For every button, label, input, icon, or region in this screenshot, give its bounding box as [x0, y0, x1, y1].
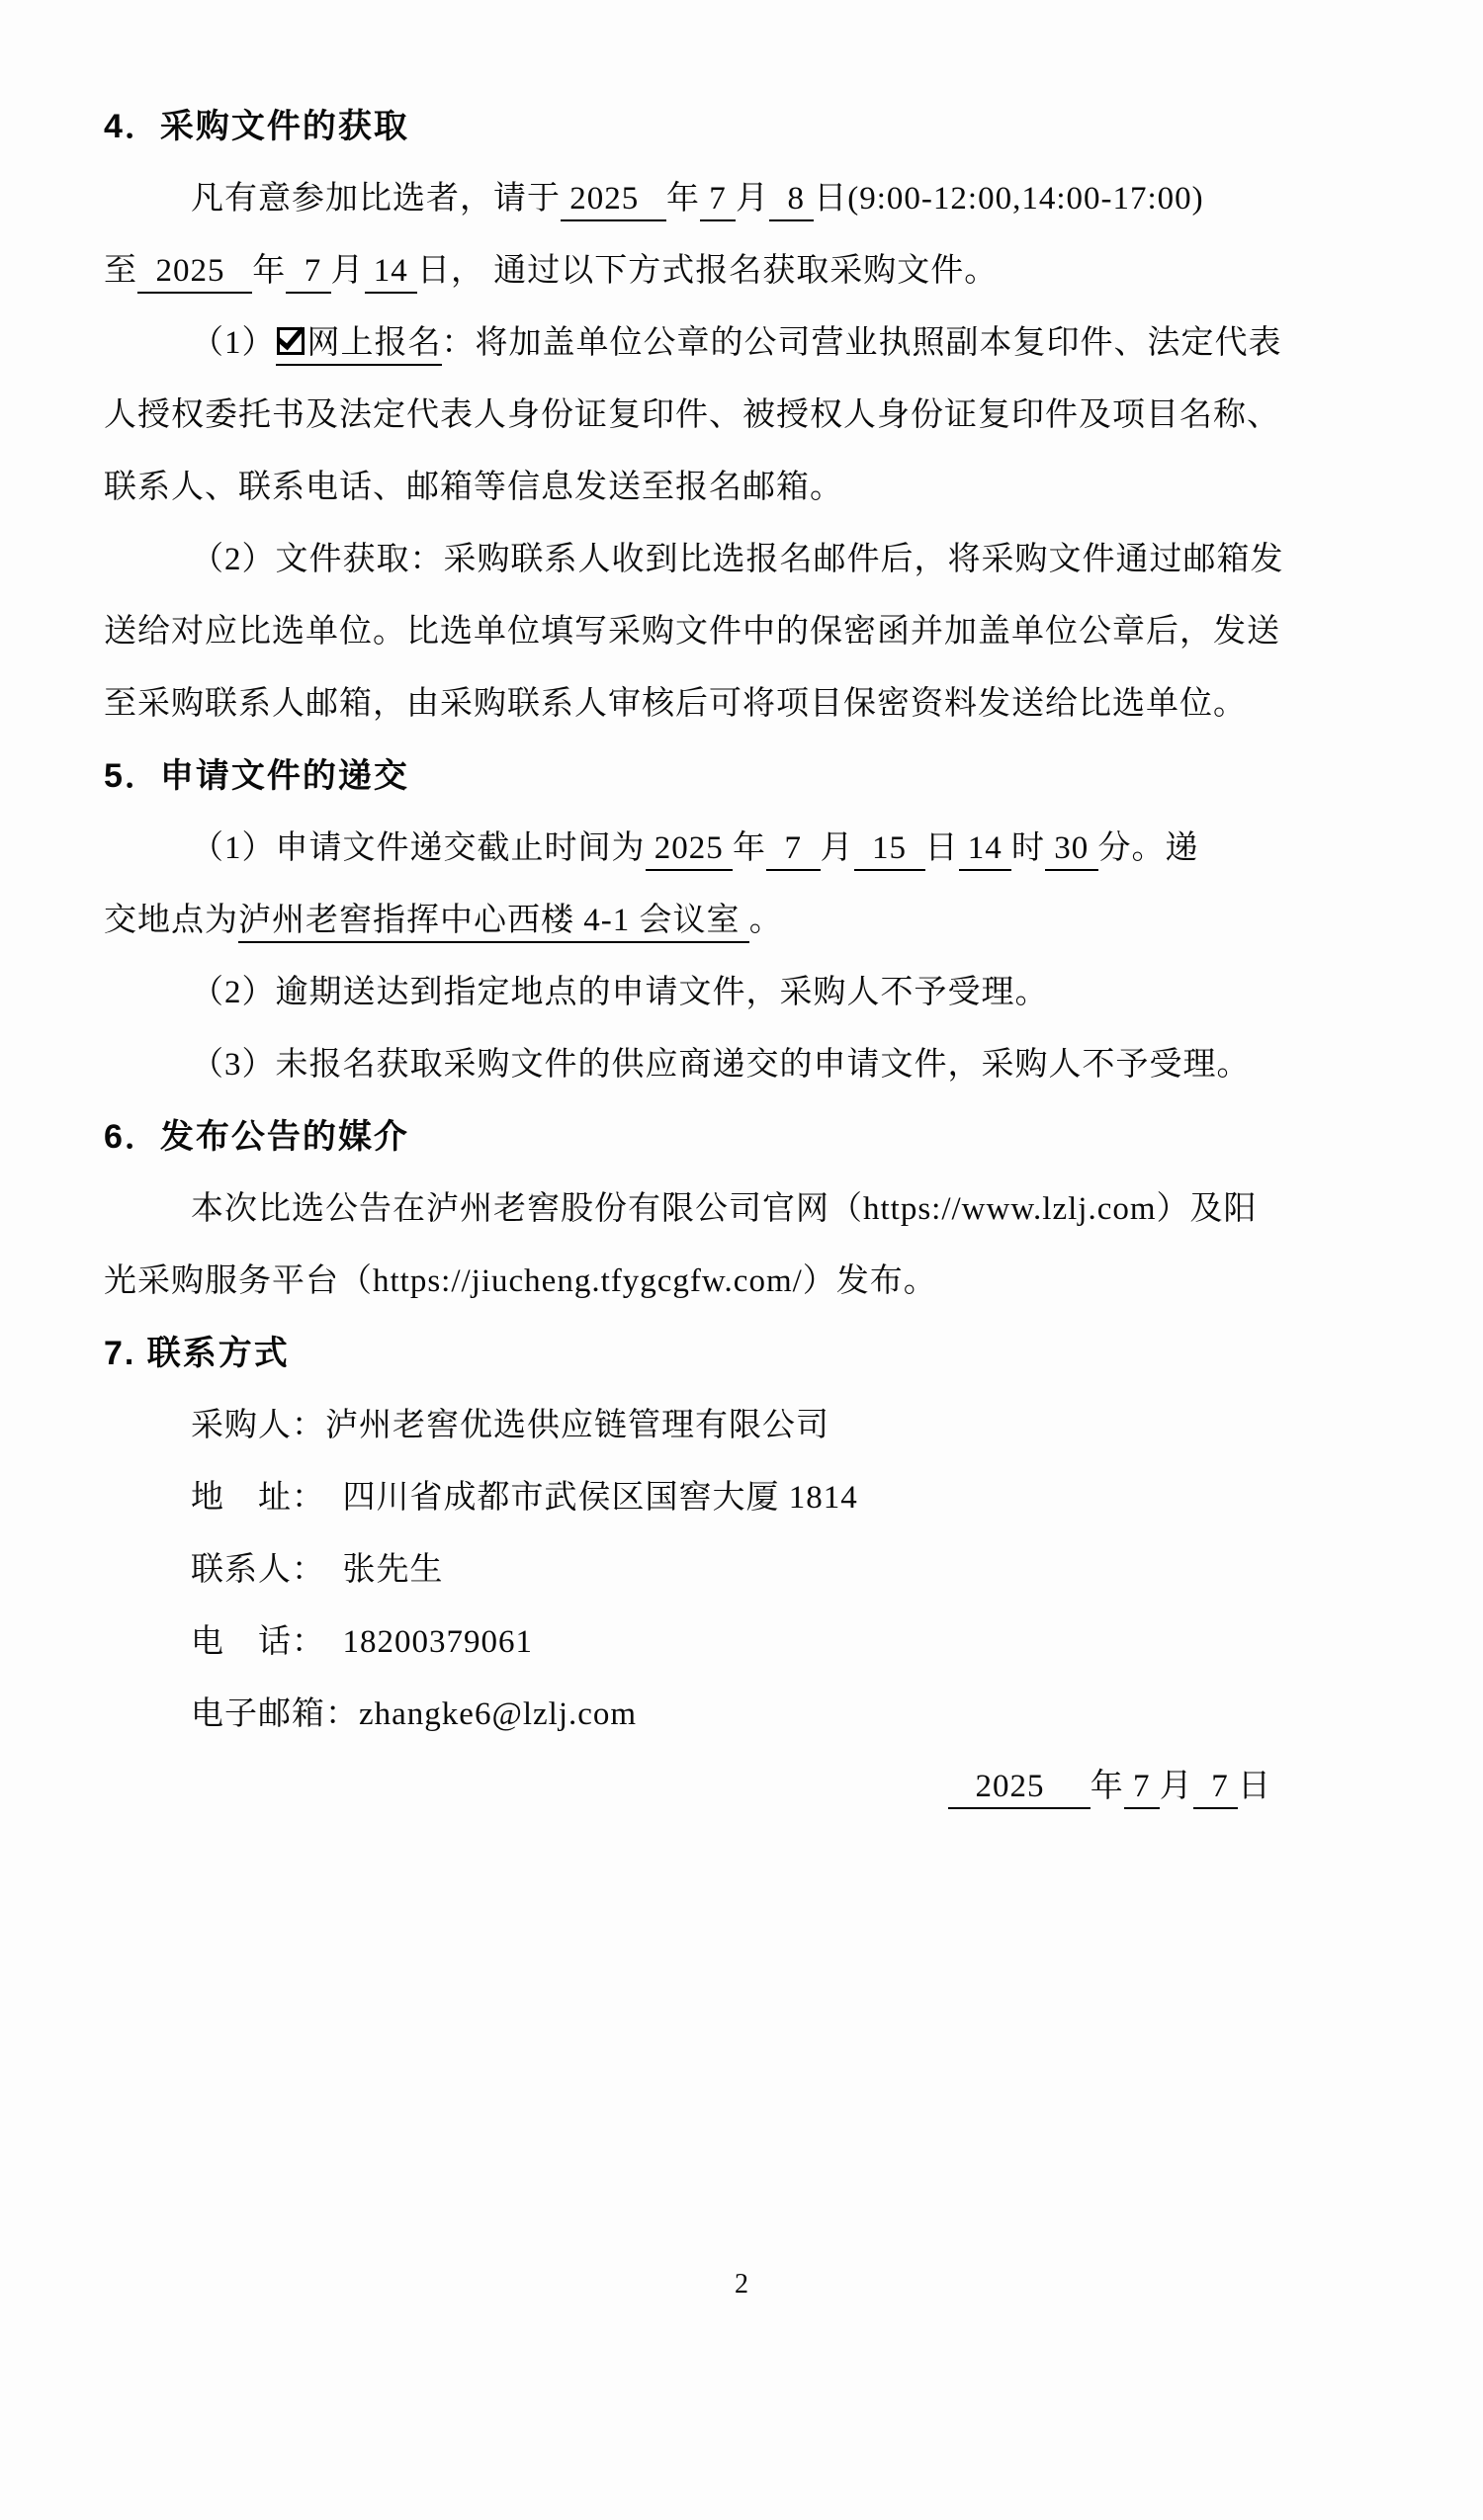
text-segment: 月 [736, 181, 769, 217]
section-4-item-2-line-3 [104, 676, 1380, 748]
text-segment: 网上报名 [307, 325, 442, 366]
document-body [104, 99, 1380, 1831]
text-segment: 联系人： 张先生 [191, 1552, 444, 1588]
page-number: 2 [735, 2269, 748, 2300]
text-segment: 月 [820, 830, 854, 866]
section-5-item-1-line-1 [104, 821, 1380, 893]
text-segment: 凡有意参加比选者，请于 [191, 181, 561, 217]
section-6-para-line-2 [104, 1254, 1380, 1326]
text-segment: 交地点为 [104, 903, 238, 938]
section-4-para-1-line-2 [104, 243, 1380, 315]
text-segment: 分。递 [1097, 830, 1199, 866]
text-segment: 光采购服务平台（https://jiucheng.tfygcgfw.com/）发布。 [104, 1263, 937, 1299]
text-segment: 7 [1193, 1769, 1238, 1809]
text-segment: （2）逾期送达到指定地点的申请文件，采购人不予受理。 [191, 975, 1049, 1010]
text-segment: 年 [666, 181, 700, 217]
text-segment: 采购人：泸州老窖优选供应链管理有限公司 [191, 1408, 829, 1443]
text-segment: ：将加盖单位公章的公司营业执照副本复印件、法定代表 [441, 325, 1282, 361]
text-segment: 2025 [646, 830, 734, 871]
text-segment: 2025 [948, 1769, 1090, 1809]
section-4-item-2-line-2 [104, 604, 1380, 676]
section-4-item-1-line-3 [104, 460, 1380, 532]
text-segment: （3）未报名获取采购文件的供应商递交的申请文件，采购人不予受理。 [191, 1047, 1251, 1083]
section-4-item-1-line-2 [104, 388, 1380, 460]
text-segment: 至 [104, 253, 137, 289]
text-segment: 日 [1238, 1769, 1271, 1804]
text-segment: 7 [766, 830, 821, 871]
section-5-item-1-line-2 [104, 893, 1380, 965]
text-segment: 至采购联系人邮箱，由采购联系人审核后可将项目保密资料发送给比选单位。 [104, 686, 1247, 722]
text-segment: 月 [1159, 1769, 1193, 1804]
text-segment: 日， 通过以下方式报名获取采购文件。 [417, 253, 999, 289]
text-segment: 2025 [137, 253, 252, 294]
text-segment: 泸州老窖指挥中心西楼 4-1 会议室 [238, 903, 749, 943]
text-segment: 8 [769, 181, 814, 221]
contact-phone-line [104, 1614, 1380, 1687]
text-segment: 时 [1011, 830, 1045, 866]
text-segment: 7 [1124, 1769, 1160, 1809]
contact-person-line [104, 1542, 1380, 1614]
text-segment: 2025 [561, 181, 666, 221]
checked-checkbox-icon [277, 327, 305, 355]
text-segment: 年 [1090, 1769, 1124, 1804]
text-segment: 月 [330, 253, 365, 289]
section-5-heading: 5．申请文件的递交 [104, 757, 409, 795]
text-segment: 15 [854, 830, 925, 871]
section-6-heading: 6．发布公告的媒介 [104, 1118, 409, 1156]
text-segment: 7 [700, 181, 736, 221]
text-segment: 电子邮箱：zhangke6@lzlj.com [191, 1696, 638, 1732]
text-segment: （1）申请文件递交截止时间为 [191, 830, 646, 866]
text-segment: 30 [1045, 830, 1098, 871]
text-segment: （2）文件获取：采购联系人收到比选报名邮件后，将采购文件通过邮箱发 [191, 542, 1284, 577]
text-segment: 年 [252, 253, 287, 289]
section-4-para-1-line-1 [104, 171, 1380, 243]
section-4-item-2-line-1 [104, 532, 1380, 604]
text-segment: 。 [748, 903, 783, 938]
text-segment: （1） [191, 325, 276, 361]
section-4-heading: 4．采购文件的获取 [104, 108, 409, 145]
contact-purchaser-line [104, 1398, 1380, 1470]
section-5-item-2 [104, 965, 1380, 1037]
text-segment: 年 [733, 830, 766, 866]
section-5-item-3 [104, 1037, 1380, 1109]
section-4-item-1-line-1 [104, 315, 1380, 388]
contact-address-line [104, 1470, 1380, 1542]
text-segment: 日(9:00-12:00,14:00-17:00) [814, 181, 1204, 217]
text-segment: 日 [924, 830, 959, 866]
text-segment: 14 [959, 830, 1012, 871]
text-segment: 联系人、联系电话、邮箱等信息发送至报名邮箱。 [104, 470, 843, 505]
section-7-heading: 7. 联系方式 [104, 1335, 290, 1372]
checked-checkbox-icon [276, 325, 307, 366]
signature-date-line [104, 1759, 1380, 1831]
text-segment: 本次比选公告在泸州老窖股份有限公司官网（https://www.lzlj.com）及阳 [191, 1191, 1258, 1227]
text-segment: 人授权委托书及法定代表人身份证复印件、被授权人身份证复印件及项目名称、 [104, 397, 1280, 433]
contact-email-line [104, 1687, 1380, 1759]
text-segment: 14 [365, 253, 418, 294]
text-segment: 送给对应比选单位。比选单位填写采购文件中的保密函并加盖单位公章后，发送 [104, 614, 1280, 650]
section-6-para-line-1 [104, 1181, 1380, 1254]
text-segment: 地 址： 四川省成都市武侯区国窖大厦 1814 [191, 1480, 858, 1516]
text-segment: 7 [286, 253, 330, 294]
text-segment: 电 话： 18200379061 [191, 1624, 533, 1660]
